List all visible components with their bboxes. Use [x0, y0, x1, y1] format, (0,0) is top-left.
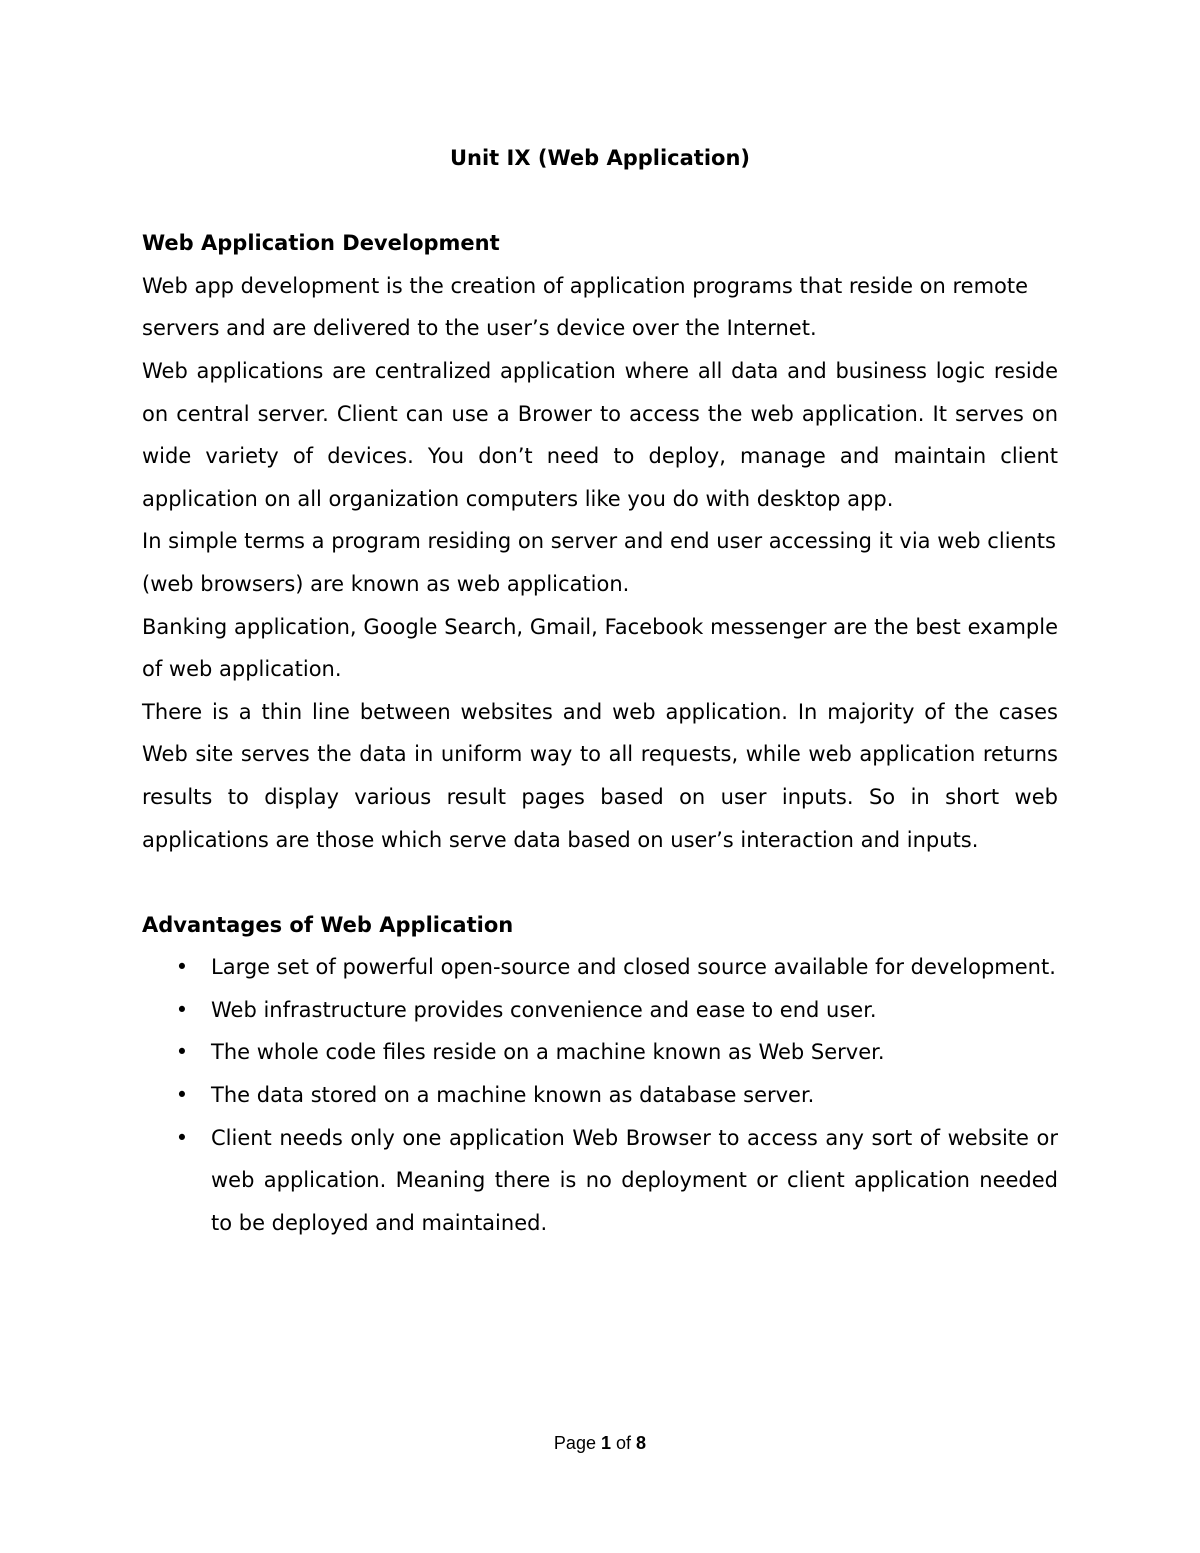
- list-item-text: Web infrastructure provides convenience and ease to end user.: [211, 997, 877, 1022]
- section-spacer: [142, 861, 1058, 904]
- page-footer: [0, 1428, 1200, 1458]
- paragraph: In simple terms a program residing on server and end user accessing it via web clients (web browsers) are known as web application.: [142, 529, 1056, 596]
- paragraph: There is a thin line between websites and web application. In majority of the cases Web site serves the data in uniform way to all requests, while web application returns results to display various result pages based on user inputs. So in short web applications are those which serve data based on user’s interaction and inputs.: [142, 699, 1058, 852]
- bullet-icon: •: [175, 1083, 189, 1108]
- section-heading-development: Web Application Development: [142, 231, 500, 256]
- footer-of-label: of: [616, 1433, 632, 1453]
- advantages-list: [142, 946, 1058, 1244]
- paragraph: Web app development is the creation of application programs that reside on remote servers and are delivered to the user’s device over the Internet.: [142, 273, 1029, 341]
- bullet-icon: •: [175, 997, 189, 1022]
- bullet-icon: •: [175, 1040, 189, 1065]
- footer-page-label: Page: [553, 1433, 596, 1453]
- list-item: [142, 1074, 1058, 1117]
- list-item: [142, 946, 1058, 989]
- list-item-text: Large set of powerful open-source and closed source available for development.: [211, 955, 1056, 980]
- list-item: [142, 1031, 1058, 1074]
- list-item: [142, 989, 1058, 1032]
- list-item-text: The whole code files reside on a machine known as Web Server.: [211, 1040, 885, 1065]
- document-title: Unit IX (Web Application): [449, 146, 750, 170]
- list-item: [142, 1117, 1058, 1245]
- bullet-icon: •: [175, 1125, 189, 1150]
- paragraph: Web applications are centralized application where all data and business logic reside on central server. Client can use a Brower to access the web application. It serves on wide variety of devices. You don’t need to deploy, manage and maintain client application on all organization computers like you do with desktop app.: [142, 358, 1058, 511]
- list-item-text: The data stored on a machine known as database server.: [211, 1083, 815, 1108]
- footer-total-pages: 8: [636, 1433, 647, 1453]
- list-item-text: Client needs only one application Web Browser to access any sort of website or web application. Meaning there is no deployment or client application needed to be deployed and maintained.: [211, 1125, 1058, 1235]
- paragraph: Banking application, Google Search, Gmail, Facebook messenger are the best example of web application.: [142, 614, 1058, 682]
- bullet-icon: •: [175, 955, 189, 980]
- footer-page-number: 1: [600, 1433, 611, 1453]
- section-heading-advantages: Advantages of Web Application: [142, 912, 514, 937]
- title-spacer: [142, 180, 1058, 223]
- document-body: [142, 137, 1058, 1244]
